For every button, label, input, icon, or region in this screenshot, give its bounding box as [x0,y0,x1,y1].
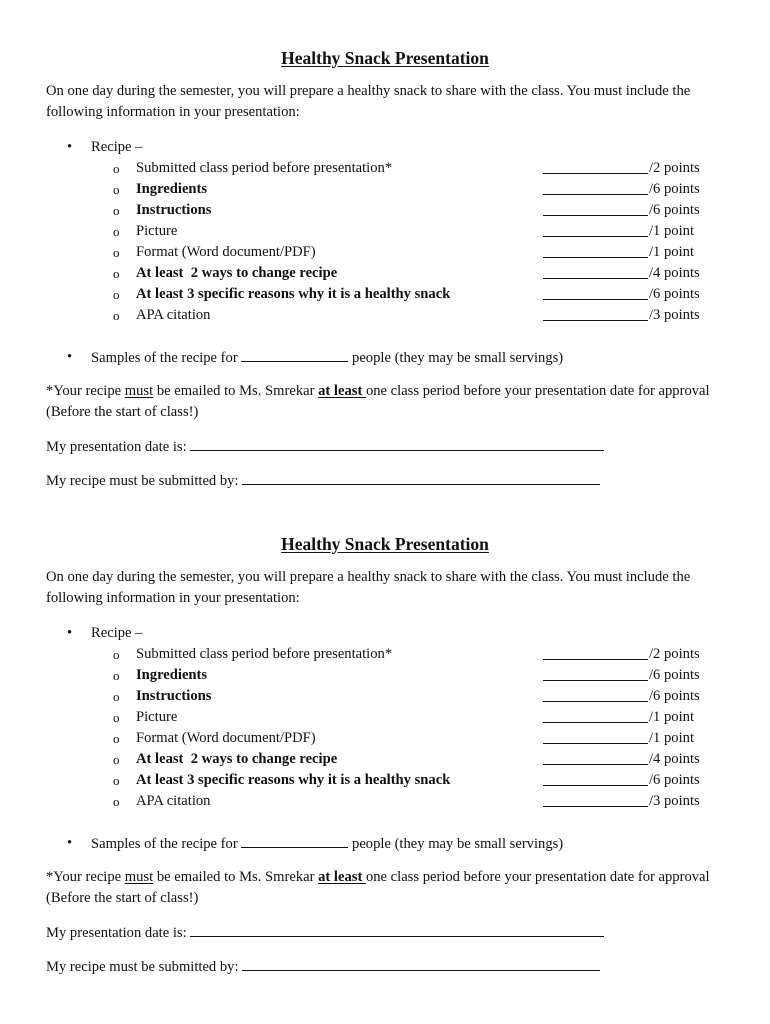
score-blank [543,173,648,174]
page-title: Healthy Snack Presentation [281,534,489,554]
sub-bullet-icon: o [113,266,120,281]
sub-bullet-icon: o [113,182,120,197]
recipe-heading: Recipe – [91,625,143,641]
recipe-item-points: /6 points [649,202,700,218]
recipe-item-points: /1 point [649,244,694,260]
recipe-item-points: /4 points [649,751,700,767]
score-blank [543,236,648,237]
recipe-item [0,686,770,707]
presentation-date-label: My presentation date is: [46,439,187,455]
samples-label-end: people (they may be small servings) [352,350,564,366]
samples-label: Samples of the recipe for [91,836,238,852]
recipe-item-label: APA citation [136,307,211,323]
recipe-heading: Recipe – [91,139,143,155]
recipe-item-points: /1 point [649,223,694,239]
recipe-item-label: Ingredients [136,181,208,197]
recipe-item-label: Ingredients [136,667,208,683]
score-blank [543,215,648,216]
score-blank [543,680,648,681]
submission-note: *Your recipe must be emailed to Ms. Smrekar at least one class period before your presentation date for approval (Before the start of class!) [46,869,710,906]
submitted-by-label: My recipe must be submitted by: [46,473,239,489]
recipe-item [0,728,770,749]
at-least-emphasis: at least [318,869,366,885]
recipe-item-points: /1 point [649,730,694,746]
intro-paragraph: On one day during the semester, you will prepare a healthy snack to share with the class. You must include the following information in your presentation: [46,83,691,120]
score-blank [543,764,648,765]
sub-bullet-icon: o [113,668,120,683]
sub-bullet-icon: o [113,287,120,302]
score-blank [543,257,648,258]
page-title: Healthy Snack Presentation [281,48,489,68]
sub-bullet-icon: o [113,752,120,767]
bullet-icon: • [67,625,73,641]
recipe-item-label: Picture [136,709,178,725]
recipe-item [0,707,770,728]
score-blank [543,194,648,195]
at-least-emphasis: at least [318,383,366,399]
submitted-by-blank [242,470,600,485]
submitted-by-label: My recipe must be submitted by: [46,959,239,975]
recipe-item [0,179,770,200]
submitted-by-line [46,956,600,978]
recipe-item [0,644,770,665]
score-blank [543,785,648,786]
score-blank [543,278,648,279]
presentation-date-line [46,436,604,458]
samples-count-blank [241,833,348,848]
bullet-icon: • [67,349,73,365]
recipe-item-points: /6 points [649,688,700,704]
score-blank [543,806,648,807]
samples-count-blank [241,347,348,362]
bullet-icon: • [67,835,73,851]
score-blank [543,701,648,702]
presentation-date-blank [190,922,604,937]
presentation-date-label: My presentation date is: [46,925,187,941]
intro-paragraph: On one day during the semester, you will prepare a healthy snack to share with the class. You must include the following information in your presentation: [46,569,691,606]
recipe-item [0,305,770,326]
sub-bullet-icon: o [113,794,120,809]
recipe-item-label: Submitted class period before presentation* [136,646,393,662]
sub-bullet-icon: o [113,773,120,788]
recipe-item [0,200,770,221]
presentation-date-blank [190,436,604,451]
score-blank [543,722,648,723]
recipe-item [0,770,770,791]
recipe-item-label: Instructions [136,202,212,218]
recipe-item-points: /6 points [649,286,700,302]
submitted-by-blank [242,956,600,971]
samples-line [91,833,563,855]
recipe-item-label: Format (Word document/PDF) [136,730,316,746]
recipe-item [0,665,770,686]
recipe-item [0,221,770,242]
recipe-item-label: At least 2 ways to change recipe [136,751,338,767]
sub-bullet-icon: o [113,731,120,746]
samples-line [91,347,563,369]
score-blank [543,743,648,744]
recipe-item-label: Submitted class period before presentation* [136,160,393,176]
recipe-item-points: /6 points [649,772,700,788]
must-emphasis: must [124,869,154,885]
sub-bullet-icon: o [113,245,120,260]
recipe-item-label: At least 3 specific reasons why it is a healthy snack [136,772,451,788]
recipe-item-label: APA citation [136,793,211,809]
handout-top [0,46,770,536]
recipe-item [0,284,770,305]
handout-bottom [0,532,770,1022]
sub-bullet-icon: o [113,203,120,218]
recipe-item-points: /4 points [649,265,700,281]
recipe-item [0,263,770,284]
recipe-item-points: /1 point [649,709,694,725]
recipe-item-points: /6 points [649,667,700,683]
recipe-item-label: Format (Word document/PDF) [136,244,316,260]
recipe-item-points: /6 points [649,181,700,197]
sub-bullet-icon: o [113,710,120,725]
recipe-item-label: At least 2 ways to change recipe [136,265,338,281]
presentation-date-line [46,922,604,944]
sub-bullet-icon: o [113,224,120,239]
score-blank [543,320,648,321]
sub-bullet-icon: o [113,689,120,704]
recipe-item-label: At least 3 specific reasons why it is a healthy snack [136,286,451,302]
score-blank [543,659,648,660]
score-blank [543,299,648,300]
submission-note: *Your recipe must be emailed to Ms. Smrekar at least one class period before your presentation date for approval (Before the start of class!) [46,383,710,420]
recipe-item-points: /3 points [649,307,700,323]
recipe-item-points: /2 points [649,160,700,176]
recipe-item-label: Instructions [136,688,212,704]
samples-label-end: people (they may be small servings) [352,836,564,852]
recipe-item [0,749,770,770]
sub-bullet-icon: o [113,647,120,662]
recipe-item [0,242,770,263]
recipe-item [0,158,770,179]
recipe-item [0,791,770,812]
must-emphasis: must [124,383,154,399]
samples-label: Samples of the recipe for [91,350,238,366]
recipe-item-label: Picture [136,223,178,239]
submitted-by-line [46,470,600,492]
sub-bullet-icon: o [113,308,120,323]
sub-bullet-icon: o [113,161,120,176]
recipe-item-points: /2 points [649,646,700,662]
bullet-icon: • [67,139,73,155]
recipe-item-points: /3 points [649,793,700,809]
